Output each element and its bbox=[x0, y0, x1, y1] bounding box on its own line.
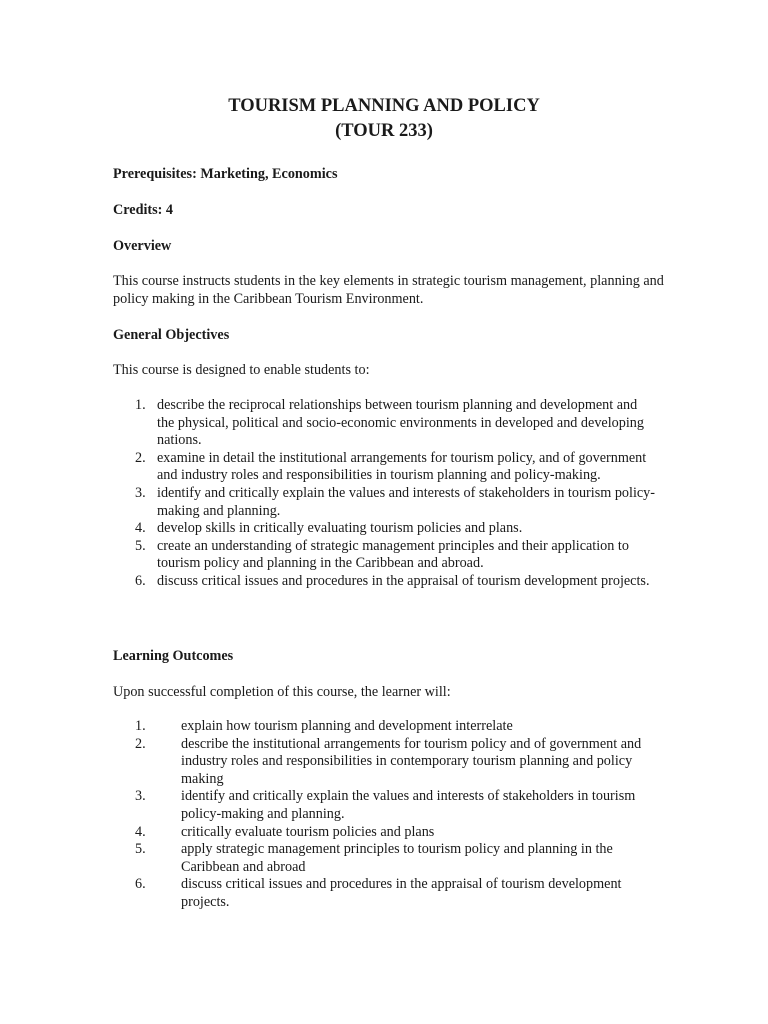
list-item bbox=[0, 573, 768, 591]
list-item bbox=[0, 538, 768, 573]
list-item-text: discuss critical issues and procedures in the appraisal of tourism development projects. bbox=[181, 876, 622, 910]
learning-outcomes-list bbox=[0, 718, 768, 912]
list-item-text: examine in detail the institutional arrangements for tourism policy, and of government and industry roles and responsibilities in tourism planning and policy-making. bbox=[157, 449, 647, 484]
learning-outcomes-heading: Learning Outcomes bbox=[113, 648, 234, 664]
list-item-number: 6. bbox=[135, 876, 146, 893]
list-item bbox=[0, 736, 768, 789]
list-item-text: create an understanding of strategic management principles and their application to tourism policy and planning in the Caribbean and abroad. bbox=[157, 537, 629, 572]
list-item-text: apply strategic management principles to tourism policy and planning in the Caribbean and abroad bbox=[181, 841, 613, 875]
list-item bbox=[0, 450, 768, 485]
document-title: TOURISM PLANNING AND POLICY bbox=[228, 96, 540, 116]
learning-outcomes-intro: Upon successful completion of this course, the learner will: bbox=[113, 684, 451, 700]
list-item-number: 1. bbox=[135, 718, 146, 734]
list-item-number: 3. bbox=[135, 484, 146, 501]
list-item-number: 2. bbox=[135, 735, 146, 752]
list-item-text: describe the institutional arrangements for tourism policy and of government and industry roles and responsibilities in contemporary tourism planning and policy making bbox=[181, 735, 642, 787]
list-item-number: 1. bbox=[135, 397, 146, 413]
list-item-number: 6. bbox=[135, 572, 146, 589]
list-item bbox=[0, 841, 768, 876]
general-objectives-heading: General Objectives bbox=[113, 327, 230, 343]
course-code: (TOUR 233) bbox=[335, 121, 433, 141]
list-item-number: 4. bbox=[135, 520, 146, 537]
list-item-text: describe the reciprocal relationships between tourism planning and development and the physical, political and socio-economic environments in developed and developing nations. bbox=[157, 397, 644, 449]
general-objectives-list bbox=[0, 397, 768, 591]
prerequisites-line: Prerequisites: Marketing, Economics bbox=[113, 166, 338, 182]
credits-line: Credits: 4 bbox=[113, 202, 174, 218]
list-item bbox=[0, 824, 768, 842]
list-item-text: develop skills in critically evaluating tourism policies and plans. bbox=[157, 520, 523, 537]
list-item-text: identify and critically explain the values and interests of stakeholders in tourism policy-making and planning. bbox=[157, 484, 656, 519]
general-objectives-intro: This course is designed to enable students to: bbox=[113, 362, 370, 378]
list-item bbox=[0, 876, 768, 911]
list-item-number: 2. bbox=[135, 449, 146, 466]
list-item bbox=[0, 520, 768, 538]
list-item-number: 3. bbox=[135, 788, 146, 805]
list-item-number: 5. bbox=[135, 841, 146, 858]
list-item bbox=[0, 485, 768, 520]
list-item bbox=[0, 397, 768, 450]
overview-heading: Overview bbox=[113, 238, 172, 254]
overview-text: This course instructs students in the key elements in strategic tourism management, planning and policy making in the Caribbean Tourism Environment. bbox=[113, 273, 664, 307]
list-item-text: explain how tourism planning and development interrelate bbox=[181, 718, 513, 734]
list-item-text: critically evaluate tourism policies and plans bbox=[181, 823, 435, 840]
list-item-number: 4. bbox=[135, 823, 146, 840]
list-item-number: 5. bbox=[135, 537, 146, 554]
list-item-text: discuss critical issues and procedures in the appraisal of tourism development projects. bbox=[157, 572, 650, 589]
list-item bbox=[0, 718, 768, 736]
list-item-text: identify and critically explain the values and interests of stakeholders in tourism policy-making and planning. bbox=[181, 788, 636, 822]
list-item bbox=[0, 788, 768, 823]
